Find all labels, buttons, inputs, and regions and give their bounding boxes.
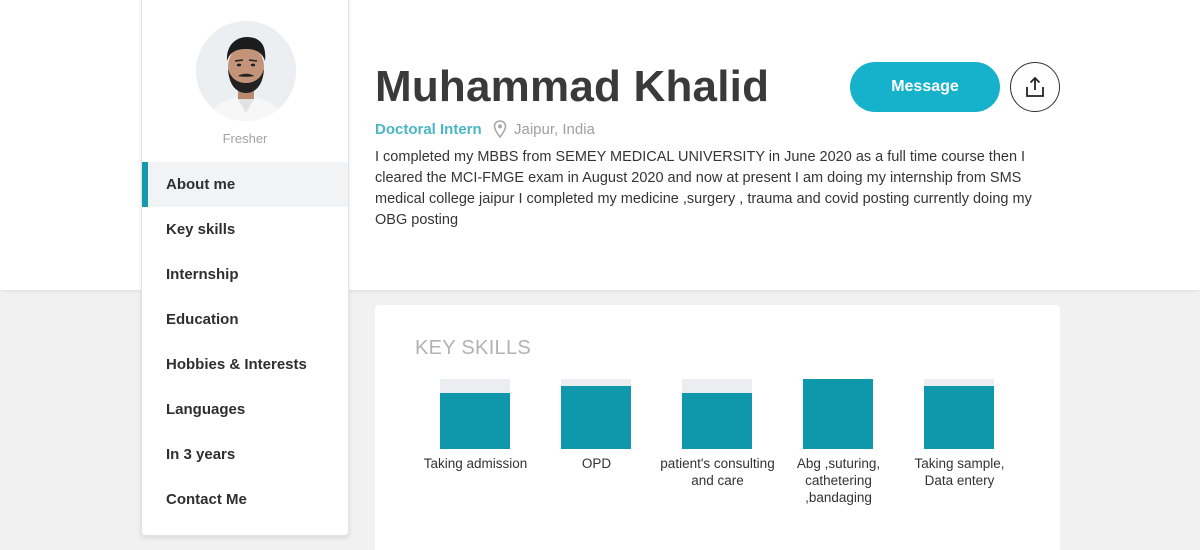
share-button[interactable] xyxy=(1010,62,1060,112)
key-skills-title: KEY SKILLS xyxy=(415,337,532,359)
profile-role: Doctoral Intern xyxy=(375,121,482,138)
skill-label: Taking sample, Data entery xyxy=(914,456,1005,488)
avatar xyxy=(196,21,296,121)
profile-location: Jaipur, India xyxy=(514,121,595,138)
sidebar-item-contact-me[interactable]: Contact Me xyxy=(166,491,247,508)
skill-bar-fill xyxy=(803,379,873,449)
skill-bar-track xyxy=(561,379,631,449)
skill-bar-fill xyxy=(924,386,994,449)
skill-bar-track xyxy=(682,379,752,449)
skill-bar-fill xyxy=(682,393,752,449)
skill-bar-fill xyxy=(561,386,631,449)
skill-label: Abg ,suturing, cathetering ,bandaging xyxy=(796,456,881,505)
sidebar-item-internship[interactable]: Internship xyxy=(166,266,239,283)
profile-name: Muhammad Khalid xyxy=(375,62,770,111)
skill-bar-track xyxy=(803,379,873,449)
skill-label: OPD xyxy=(581,456,612,471)
skill-bar-track xyxy=(440,379,510,449)
sidebar xyxy=(141,0,349,536)
skill-bar-track xyxy=(924,379,994,449)
sidebar-nav xyxy=(142,162,348,522)
sidebar-item-languages[interactable]: Languages xyxy=(166,401,246,418)
sidebar-item-in-3-years[interactable]: In 3 years xyxy=(166,446,236,463)
sidebar-item-about-me[interactable]: About me xyxy=(142,162,348,207)
sidebar-item-key-skills[interactable]: Key skills xyxy=(166,221,236,238)
experience-level: Fresher xyxy=(222,131,268,146)
skill-label: Taking admission xyxy=(423,456,528,471)
location-pin-icon xyxy=(493,120,507,138)
sidebar-item-hobbies[interactable]: Hobbies & Interests xyxy=(166,356,307,373)
about-text: I completed my MBBS from SEMEY MEDICAL UNIVERSITY in June 2020 as a full time course then I cleared the MCI-FMGE exam in August 2020 and now at present I am doing my internship from SMS medical college jaipur I completed my medicine ,surgery , trauma and covid posting currently doing my OBG posting xyxy=(375,149,1032,228)
message-button[interactable]: Message xyxy=(850,62,1000,112)
avatar-image xyxy=(196,21,296,121)
skill-label: patient's consulting and care xyxy=(660,456,775,488)
share-icon xyxy=(1024,76,1046,98)
skill-bar-fill xyxy=(440,393,510,449)
key-skills-card xyxy=(375,305,1060,550)
sidebar-item-education[interactable]: Education xyxy=(166,311,239,328)
